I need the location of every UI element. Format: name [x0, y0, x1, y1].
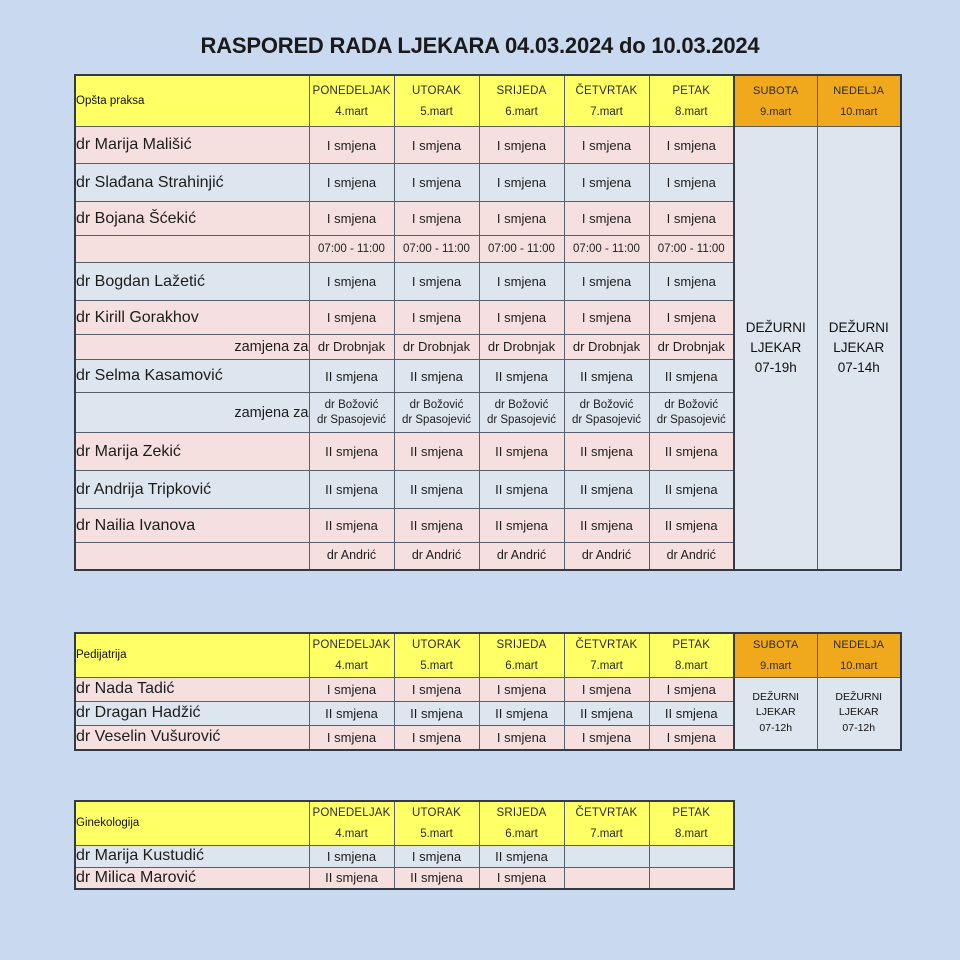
- shift-cell: I smjena: [394, 263, 479, 301]
- table-row: [75, 127, 901, 164]
- doctor-name: dr Bogdan Lažetić: [75, 263, 309, 301]
- duty-line-2: LJEKAR: [838, 706, 879, 719]
- duty-line-1: DEŽURNI: [828, 320, 889, 336]
- shift-cell: I smjena: [309, 164, 394, 202]
- note-cell: dr Božović dr Spasojević: [479, 393, 564, 433]
- section-label-pedijatrija: Pedijatrija: [75, 633, 309, 677]
- weekday-date: 4.mart: [335, 659, 368, 672]
- duty-cell-sunday: [817, 677, 901, 750]
- shift-cell: I smjena: [394, 301, 479, 335]
- column-header-nedelja: [817, 75, 901, 127]
- shift-cell: II smjena: [394, 433, 479, 471]
- table-header: [75, 633, 901, 677]
- shift-cell: I smjena: [564, 164, 649, 202]
- shift-cell: II smjena: [649, 509, 734, 543]
- doctor-name: dr Veselin Vušurović: [75, 725, 309, 750]
- shift-cell: I smjena: [649, 725, 734, 750]
- shift-cell: II smjena: [564, 433, 649, 471]
- shift-cell: II smjena: [309, 867, 394, 889]
- schedule-table-pedijatrija: [74, 632, 902, 751]
- shift-cell: II smjena: [479, 471, 564, 509]
- doctor-name: dr Dragan Hadžić: [75, 701, 309, 725]
- duty-line-1: DEŽURNI: [752, 690, 800, 703]
- shift-cell: II smjena: [479, 701, 564, 725]
- weekday-date: 7.mart: [590, 105, 623, 118]
- shift-cell: I smjena: [564, 301, 649, 335]
- shift-cell: II smjena: [394, 509, 479, 543]
- shift-cell: I smjena: [309, 263, 394, 301]
- shift-cell: II smjena: [309, 509, 394, 543]
- shift-cell: I smjena: [649, 164, 734, 202]
- column-header-cetvrtak: [564, 801, 649, 845]
- shift-cell: I smjena: [479, 725, 564, 750]
- note-label: zamjena za: [75, 335, 309, 360]
- weekday-name: SRIJEDA: [496, 638, 547, 651]
- column-header-subota: [734, 633, 817, 677]
- shift-cell: I smjena: [394, 127, 479, 164]
- column-header-ponedeljak: [309, 75, 394, 127]
- note-cell: dr Drobnjak: [649, 335, 734, 360]
- note-cell: 07:00 - 11:00: [309, 236, 394, 263]
- column-header-srijeda: [479, 75, 564, 127]
- weekday-name: ČETVRTAK: [575, 806, 638, 819]
- shift-cell: I smjena: [309, 202, 394, 236]
- weekday-name: ČETVRTAK: [575, 84, 638, 97]
- weekday-date: 7.mart: [590, 659, 623, 672]
- weekend-date: 10.mart: [840, 659, 878, 672]
- note-cell: 07:00 - 11:00: [564, 236, 649, 263]
- shift-cell: [649, 867, 734, 889]
- shift-cell: [564, 845, 649, 867]
- weekday-name: PONEDELJAK: [312, 84, 391, 97]
- shift-cell: II smjena: [394, 360, 479, 393]
- shift-cell: II smjena: [479, 845, 564, 867]
- duty-line-3: 07-12h: [759, 722, 793, 735]
- weekday-date: 5.mart: [420, 105, 453, 118]
- column-header-ponedeljak: [309, 633, 394, 677]
- shift-cell: I smjena: [394, 845, 479, 867]
- shift-cell: II smjena: [479, 360, 564, 393]
- weekday-name: PONEDELJAK: [312, 806, 391, 819]
- column-header-cetvrtak: [564, 75, 649, 127]
- doctor-name: dr Marija Kustudić: [75, 845, 309, 867]
- weekday-name: SRIJEDA: [496, 84, 547, 97]
- weekday-name: UTORAK: [412, 84, 461, 97]
- shift-cell: I smjena: [394, 677, 479, 701]
- shift-cell: I smjena: [564, 725, 649, 750]
- duty-cell-saturday: [734, 677, 817, 750]
- duty-line-2: LJEKAR: [833, 339, 885, 355]
- shift-cell: II smjena: [394, 701, 479, 725]
- weekday-date: 6.mart: [505, 105, 538, 118]
- table-body: [75, 677, 901, 750]
- note-cell: dr Andrić: [479, 543, 564, 570]
- shift-cell: I smjena: [479, 202, 564, 236]
- shift-cell: I smjena: [649, 677, 734, 701]
- note-cell: dr Božović dr Spasojević: [649, 393, 734, 433]
- weekend-name: NEDELJA: [833, 638, 885, 651]
- column-header-srijeda: [479, 633, 564, 677]
- header-row: [75, 75, 901, 127]
- duty-line-3: 07-14h: [837, 359, 880, 375]
- shift-cell: I smjena: [649, 127, 734, 164]
- header-row: [75, 801, 734, 845]
- doctor-name: dr Selma Kasamović: [75, 360, 309, 393]
- weekday-name: UTORAK: [412, 638, 461, 651]
- shift-cell: I smjena: [479, 263, 564, 301]
- note-cell: dr Andrić: [649, 543, 734, 570]
- weekday-name: ČETVRTAK: [575, 638, 638, 651]
- shift-cell: I smjena: [564, 263, 649, 301]
- shift-cell: I smjena: [649, 301, 734, 335]
- weekday-date: 5.mart: [420, 659, 453, 672]
- column-header-ponedeljak: [309, 801, 394, 845]
- duty-line-3: 07-12h: [842, 722, 876, 735]
- note-cell: 07:00 - 11:00: [394, 236, 479, 263]
- shift-cell: I smjena: [479, 867, 564, 889]
- weekday-date: 6.mart: [505, 827, 538, 840]
- weekday-name: PONEDELJAK: [312, 638, 391, 651]
- note-cell: dr Andrić: [564, 543, 649, 570]
- note-cell: dr Drobnjak: [479, 335, 564, 360]
- weekday-date: 8.mart: [674, 827, 708, 840]
- weekday-date: 6.mart: [505, 659, 538, 672]
- column-header-cetvrtak: [564, 633, 649, 677]
- shift-cell: II smjena: [564, 360, 649, 393]
- note-cell: dr Andrić: [394, 543, 479, 570]
- table-body: [75, 127, 901, 570]
- duty-line-1: DEŽURNI: [745, 320, 806, 336]
- header-row: [75, 633, 901, 677]
- shift-cell: I smjena: [309, 127, 394, 164]
- shift-cell: II smjena: [649, 360, 734, 393]
- weekend-name: SUBOTA: [752, 638, 799, 651]
- shift-cell: I smjena: [649, 263, 734, 301]
- section-label-opsta-praksa: Opšta praksa: [75, 75, 309, 127]
- doctor-name: dr Nada Tadić: [75, 677, 309, 701]
- weekday-name: SRIJEDA: [496, 806, 547, 819]
- note-cell: dr Andrić: [309, 543, 394, 570]
- shift-cell: I smjena: [649, 202, 734, 236]
- shift-cell: I smjena: [564, 677, 649, 701]
- column-header-subota: [734, 75, 817, 127]
- weekday-name: PETAK: [672, 84, 711, 97]
- note-cell: dr Drobnjak: [564, 335, 649, 360]
- doctor-name: dr Nailia Ivanova: [75, 509, 309, 543]
- shift-cell: I smjena: [564, 127, 649, 164]
- weekend-date: 9.mart: [760, 105, 792, 118]
- column-header-srijeda: [479, 801, 564, 845]
- shift-cell: II smjena: [649, 471, 734, 509]
- weekday-date: 5.mart: [420, 827, 453, 840]
- weekend-name: NEDELJA: [833, 84, 885, 97]
- shift-cell: I smjena: [394, 164, 479, 202]
- shift-cell: I smjena: [394, 725, 479, 750]
- section-label-ginekologija: Ginekologija: [75, 801, 309, 845]
- schedule-table-ginekologija: [74, 800, 735, 890]
- duty-line-3: 07-19h: [754, 359, 797, 375]
- duty-line-1: DEŽURNI: [835, 690, 883, 703]
- note-cell: dr Drobnjak: [309, 335, 394, 360]
- column-header-nedelja: [817, 633, 901, 677]
- shift-cell: II smjena: [564, 509, 649, 543]
- duty-line-2: LJEKAR: [750, 339, 802, 355]
- shift-cell: II smjena: [649, 433, 734, 471]
- doctor-name: dr Bojana Šćekić: [75, 202, 309, 236]
- doctor-name: dr Marija Zekić: [75, 433, 309, 471]
- table-row: [75, 845, 734, 867]
- shift-cell: II smjena: [479, 509, 564, 543]
- shift-cell: I smjena: [309, 845, 394, 867]
- page-title: RASPORED RADA LJEKARA 04.03.2024 do 10.03.2024: [200, 33, 760, 58]
- note-label: zamjena za: [75, 393, 309, 433]
- note-cell: 07:00 - 11:00: [649, 236, 734, 263]
- shift-cell: II smjena: [309, 433, 394, 471]
- doctor-name: dr Milica Marović: [75, 867, 309, 889]
- shift-cell: I smjena: [394, 202, 479, 236]
- shift-cell: II smjena: [309, 360, 394, 393]
- shift-cell: I smjena: [479, 164, 564, 202]
- shift-cell: I smjena: [309, 301, 394, 335]
- table-row: [75, 867, 734, 889]
- duty-cell-saturday: [734, 127, 817, 570]
- duty-cell-sunday: [817, 127, 901, 570]
- doctor-name: dr Kirill Gorakhov: [75, 301, 309, 335]
- shift-cell: II smjena: [564, 701, 649, 725]
- table-row: [75, 677, 901, 701]
- weekday-date: 8.mart: [674, 105, 708, 118]
- shift-cell: [564, 867, 649, 889]
- shift-cell: II smjena: [479, 433, 564, 471]
- column-header-petak: [649, 633, 734, 677]
- table-header: [75, 75, 901, 127]
- shift-cell: I smjena: [479, 127, 564, 164]
- weekend-date: 9.mart: [760, 659, 792, 672]
- shift-cell: I smjena: [309, 677, 394, 701]
- shift-cell: II smjena: [309, 471, 394, 509]
- note-cell: dr Božović dr Spasojević: [394, 393, 479, 433]
- shift-cell: I smjena: [479, 301, 564, 335]
- doctor-name: dr Andrija Tripković: [75, 471, 309, 509]
- shift-cell: II smjena: [394, 867, 479, 889]
- weekday-date: 8.mart: [674, 659, 708, 672]
- note-cell: dr Drobnjak: [394, 335, 479, 360]
- shift-cell: II smjena: [649, 701, 734, 725]
- weekday-date: 7.mart: [590, 827, 623, 840]
- shift-cell: II smjena: [564, 471, 649, 509]
- shift-cell: I smjena: [564, 202, 649, 236]
- shift-cell: [649, 845, 734, 867]
- weekday-name: PETAK: [672, 806, 711, 819]
- column-header-utorak: [394, 801, 479, 845]
- weekday-date: 4.mart: [335, 827, 368, 840]
- column-header-utorak: [394, 633, 479, 677]
- shift-cell: I smjena: [479, 677, 564, 701]
- schedule-table-opsta-praksa: [74, 74, 902, 571]
- note-label: [75, 236, 309, 263]
- column-header-petak: [649, 801, 734, 845]
- column-header-utorak: [394, 75, 479, 127]
- weekday-name: UTORAK: [412, 806, 461, 819]
- shift-cell: II smjena: [394, 471, 479, 509]
- shift-cell: I smjena: [309, 725, 394, 750]
- column-header-petak: [649, 75, 734, 127]
- note-label: [75, 543, 309, 570]
- weekday-date: 4.mart: [335, 105, 368, 118]
- doctor-name: dr Marija Mališić: [75, 127, 309, 164]
- note-cell: 07:00 - 11:00: [479, 236, 564, 263]
- weekend-date: 10.mart: [840, 105, 878, 118]
- note-cell: dr Božović dr Spasojević: [564, 393, 649, 433]
- weekend-name: SUBOTA: [752, 84, 799, 97]
- table-body: [75, 845, 734, 889]
- weekday-name: PETAK: [672, 638, 711, 651]
- doctor-name: dr Slađana Strahinjić: [75, 164, 309, 202]
- note-cell: dr Božović dr Spasojević: [309, 393, 394, 433]
- duty-line-2: LJEKAR: [755, 706, 796, 719]
- shift-cell: II smjena: [309, 701, 394, 725]
- table-header: [75, 801, 734, 845]
